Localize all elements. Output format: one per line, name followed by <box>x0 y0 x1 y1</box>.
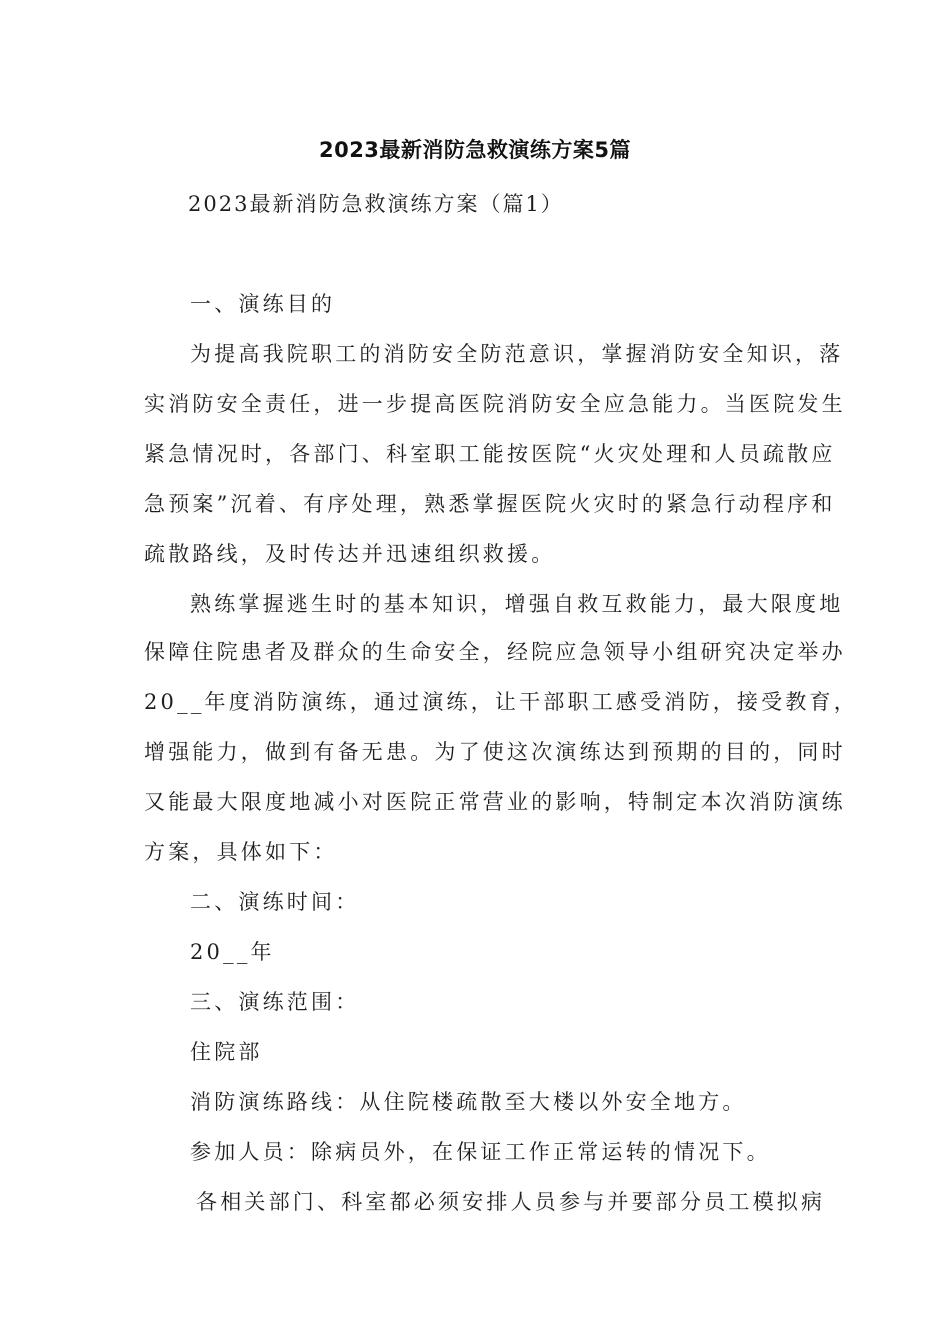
document-title: 2023最新消防急救演练方案5篇 <box>318 138 632 162</box>
drill-time-value: 20__年 <box>190 940 275 964</box>
paragraph-line: 疏散路线，及时传达并迅速组织救援。 <box>144 542 556 566</box>
participants-line: 参加人员：除病员外，在保证工作正常运转的情况下。 <box>190 1140 771 1164</box>
paragraph-line: 保障住院患者及群众的生命安全，经院应急领导小组研究决定举办 <box>144 640 846 664</box>
section-heading-purpose: 一、演练目的 <box>190 292 336 316</box>
document-subtitle: 2023最新消防急救演练方案（篇1） <box>188 192 564 216</box>
paragraph-line: 急预案”沉着、有序处理，熟悉掌握医院火灾时的紧急行动程序和 <box>144 492 836 516</box>
drill-scope-value: 住院部 <box>190 1040 263 1064</box>
paragraph-line: 又能最大限度地减小对医院正常营业的影响，特制定本次消防演练 <box>144 790 846 814</box>
paragraph-line: 增强能力，做到有备无患。为了使这次演练达到预期的目的，同时 <box>144 740 846 764</box>
paragraph-line: 各相关部门、科室都必须安排人员参与并要部分员工模拟病 <box>196 1190 826 1214</box>
paragraph-line: 实消防安全责任，进一步提高医院消防安全应急能力。当医院发生 <box>144 392 846 416</box>
paragraph-line: 方案，具体如下： <box>144 840 338 864</box>
section-heading-time: 二、演练时间： <box>190 890 360 914</box>
paragraph-line: 熟练掌握逃生时的基本知识，增强自救互救能力，最大限度地 <box>190 592 844 616</box>
section-heading-scope: 三、演练范围： <box>190 990 360 1014</box>
paragraph-line: 紧急情况时，各部门、科室职工能按医院“火灾处理和人员疏散应 <box>144 442 836 466</box>
paragraph-line: 20__年度消防演练，通过演练，让干部职工感受消防，接受教育， <box>144 690 858 714</box>
paragraph-line: 为提高我院职工的消防安全防范意识，掌握消防安全知识，落 <box>190 342 844 366</box>
drill-route-line: 消防演练路线：从住院楼疏散至大楼以外安全地方。 <box>190 1090 747 1114</box>
